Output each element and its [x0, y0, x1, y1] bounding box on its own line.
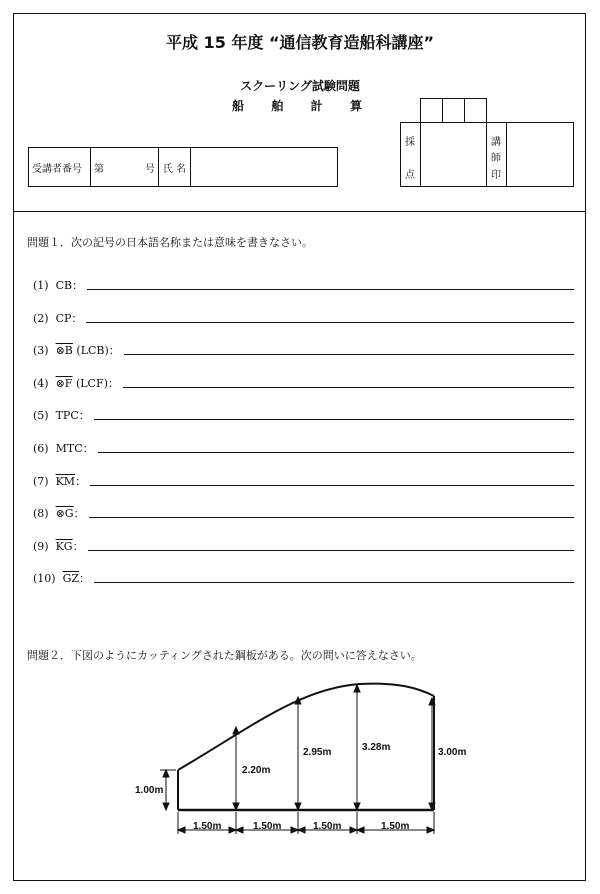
spacing-label: 1.50m: [313, 821, 342, 832]
height-label: 3.28m: [362, 742, 391, 753]
question2-prompt: 問題２．下図のようにカッティングされた鋼板がある。次の問いに答えなさい。: [27, 649, 422, 662]
height-label: 3.00m: [438, 747, 467, 758]
item-symbol: ⊗G: [55, 507, 74, 520]
item-number: (9): [33, 540, 49, 553]
item-number: (2): [33, 312, 49, 325]
go-label: 号: [145, 163, 155, 175]
subject-char: 算: [349, 99, 362, 113]
item-symbol: ⊗B: [55, 344, 73, 357]
item-symbol: TPC: [55, 409, 79, 422]
item-suffix: ：: [82, 442, 94, 455]
item-symbol: ⊗F: [55, 377, 73, 390]
item-symbol: $\overline{KM}$: [55, 475, 76, 488]
item-number: (3): [33, 344, 49, 357]
item-suffix: ：: [75, 475, 87, 488]
item-symbol: $\overline{GZ}$: [62, 572, 80, 585]
item-number: (5): [33, 409, 49, 422]
item-suffix: (LCF)：: [72, 377, 119, 390]
instructor-label-char: 師: [491, 153, 501, 164]
name-label: 氏 名: [159, 148, 191, 186]
student-number-label: 受講者番号: [29, 148, 91, 186]
item-suffix: ：: [72, 540, 84, 553]
item-number: (10): [33, 572, 56, 585]
item-suffix: ：: [79, 572, 91, 585]
item-suffix: ：: [73, 507, 85, 520]
score-label-char: 点: [405, 170, 415, 181]
item-number: (7): [33, 475, 49, 488]
subject-char: 船: [232, 99, 245, 113]
spacing-label: 1.50m: [253, 821, 282, 832]
item-suffix: ：: [72, 279, 84, 292]
item-number: (8): [33, 507, 49, 520]
height-label: 1.00m: [135, 785, 164, 796]
item-symbol: MTC: [55, 442, 83, 455]
score-label-char: 採: [405, 137, 415, 148]
item-symbol: CB: [55, 279, 73, 292]
item-number: (1): [33, 279, 49, 292]
spacing-label: 1.50m: [381, 821, 410, 832]
instructor-label-char: 講: [491, 137, 501, 148]
height-label: 2.20m: [242, 765, 271, 776]
subject-char: 舶: [271, 99, 284, 113]
page-title: 平成 15 年度 “通信教育造船科講座”: [165, 33, 434, 52]
item-suffix: (LCB)：: [72, 344, 120, 357]
exam-subtitle: スクーリング試験問題: [240, 79, 360, 93]
item-symbol: $\overline{KG}$: [55, 540, 73, 553]
item-number: (6): [33, 442, 49, 455]
item-suffix: ：: [78, 409, 90, 422]
height-label: 2.95m: [303, 747, 332, 758]
item-suffix: ：: [71, 312, 83, 325]
question1-prompt: 問題１．次の記号の日本語名称または意味を書きなさい。: [27, 236, 313, 249]
subject-char: 計: [310, 99, 323, 113]
instructor-label-char: 印: [491, 170, 501, 181]
spacing-label: 1.50m: [193, 821, 222, 832]
dai-label: 第: [94, 163, 104, 175]
item-symbol: CP: [55, 312, 72, 325]
item-number: (4): [33, 377, 49, 390]
